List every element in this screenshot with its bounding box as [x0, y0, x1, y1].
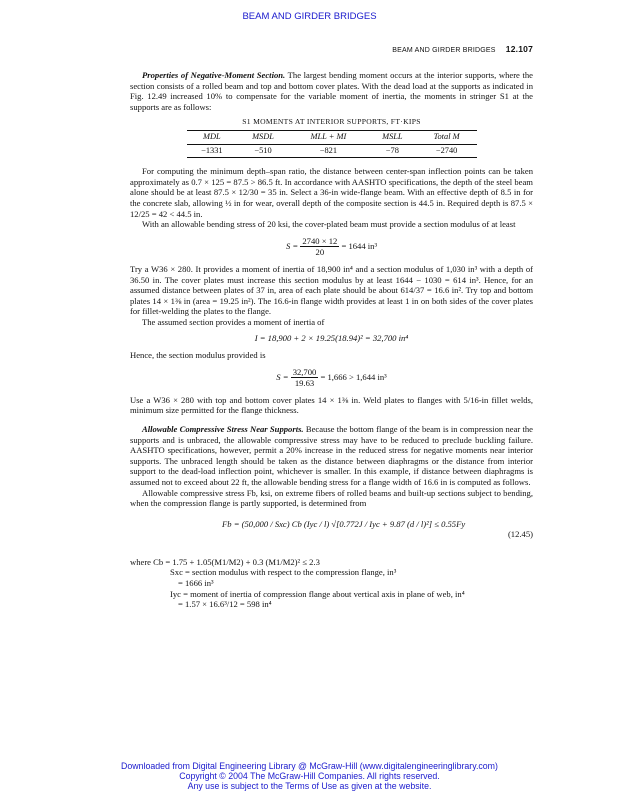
where-line: where Cb = 1.75 + 1.05(M1/M2) + 0.3 (M1/M2)² ≤ 2.3: [130, 556, 320, 567]
paragraph-try-w36: Try a W36 × 280. It provides a moment of inertia of 18,900 in⁴ and a section modulus of 1,030 in³ with a depth of 36.50 in. The cover plates must increase this section modulus by at least 1644 − 1030 = 614 in³. Hence, for an assumed distance between plates of 37 in, area of each plate should be about 614/37 = 16.6 in². Try top and bottom plates 14 × 1⅜ in (area = 19.25 in²). The 16.6-in flange width provides at least 1 in on both sides of the cover plates for fillet-welding the plates to the flange.: [130, 263, 533, 317]
table-header-row: [187, 130, 477, 144]
paragraph-hence: Hence, the section modulus provided is: [130, 350, 266, 361]
moments-table: [187, 130, 477, 158]
footer-copyright[interactable]: Copyright © 2004 The McGraw-Hill Companies. All rights reserved.: [179, 771, 440, 781]
paragraph-negative-moment: [130, 70, 533, 112]
equation-number: (12.45): [507, 528, 533, 539]
table-header-cell: MLL + MI: [289, 130, 368, 144]
equation-body: Fb = (50,000 / Sxc) Cb (Iyc / l) √[0.772J / Iyc + 9.87 (d / l)²] ≤ 0.55Fy: [222, 518, 466, 529]
running-head: [392, 44, 533, 54]
table-cell: −1331: [187, 144, 238, 158]
eq-rhs: = 1644 in³: [341, 240, 378, 251]
where-line: Sxc = section modulus with respect to the compression flange, in³: [170, 567, 397, 578]
equation-moment-of-inertia: I = 18,900 + 2 × 19.25(18.94)² = 32,700 in⁴: [254, 333, 409, 344]
eq-fraction: [300, 236, 339, 258]
equation-section-modulus-provided: [130, 367, 533, 389]
paragraph-compressive-stress: [130, 424, 533, 488]
table-header-cell: MSLL: [368, 130, 417, 144]
eq-lhs: S =: [285, 240, 299, 251]
paragraph-use-w36: Use a W36 × 280 with top and bottom cover plates 14 × 1⅜ in. Weld plates to flanges with 5/16-in fillet welds, minimum size permitted for the flange thickness.: [130, 394, 533, 416]
where-line: = 1666 in³: [178, 577, 214, 588]
paragraph-text: Because the bottom flange of the beam is in compression near the supports and is unbraced, the allowable compressive stress may have to be reduced to preclude buckling failure. AASHTO specifications, however, permit a 20% increase in the reduced stress for negative moments near interior supports. The unbraced length should be taken as the distance between diaphragms or the distance from interior support to the dead-load inflection point, whichever is smaller. In this example, if distance between diaphragms is assumed not to exceed about 22 ft, the allowable bending stress for a flange width of 16.6 in is computed as follows.: [130, 424, 533, 487]
top-library-link[interactable]: BEAM AND GIRDER BRIDGES: [242, 11, 377, 22]
paragraph-depth-span: For computing the minimum depth–span ratio, the distance between center-span inflection points can be taken approximately as 0.7 × 125 = 87.5 > 86.5 ft. In accordance with AASHTO specifications, the depth of the steel beam alone should be at least 87.5 × 12/30 = 35 in. Select a 36-in wide-flange beam. With an effective depth of 8.5 in for the concrete slab, allowing ½ in for wear, overall depth of the composite section is 44.5 in. Required depth is 87.5 × 12/25 = 42 < 44.5 in.: [130, 166, 533, 219]
equation-12-45: [130, 513, 533, 553]
table-cell: −2740: [417, 144, 477, 158]
paragraph-assumed-section: The assumed section provides a moment of inertia of: [142, 316, 325, 327]
paragraph-text: The largest bending moment occurs at the interior supports, where the section consists of a rolled beam and top and bottom cover plates. With the dead load at the supports as indicated in Fig. 12.49 increased 10% to compensate for the variable moment of inertia, the moments in stringer S1 at the supports are as follows:: [130, 70, 533, 112]
footer: [0, 761, 619, 791]
page-number: 12.107: [505, 44, 533, 54]
equation-section-modulus-required: [130, 236, 533, 258]
where-clause: [130, 557, 533, 610]
table-cell: −510: [237, 144, 289, 158]
page-body: [130, 70, 533, 610]
table-header-cell: MSDL: [237, 130, 289, 144]
eq-fraction: [291, 367, 319, 389]
eq-numerator: 32,700: [292, 366, 317, 377]
section-heading: Properties of Negative-Moment Section.: [142, 70, 286, 80]
eq-lhs: S =: [276, 371, 289, 382]
footer-download-link[interactable]: Downloaded from Digital Engineering Library @ McGraw-Hill (www.digitalengineeringlibrary.com): [121, 761, 498, 771]
footer-terms[interactable]: Any use is subject to the Terms of Use as given at the website.: [187, 781, 432, 791]
table-cell: −78: [368, 144, 417, 158]
eq-rhs: = 1,666 > 1,644 in³: [320, 371, 387, 382]
where-line: Iyc = moment of inertia of compression flange about vertical axis in plane of web, in⁴: [170, 588, 465, 599]
table-title: S1 MOMENTS AT INTERIOR SUPPORTS, FT·KIPS: [242, 117, 421, 127]
running-head-title: BEAM AND GIRDER BRIDGES: [392, 47, 496, 54]
table-header-cell: MDL: [187, 130, 238, 144]
paragraph-fb-intro: Allowable compressive stress Fb, ksi, on extreme fibers of rolled beams and built-up sections subject to bending, when the compression flange is partly supported, is determined from: [130, 487, 533, 509]
table-cell: −821: [289, 144, 368, 158]
where-line: = 1.57 × 16.6³/12 = 598 in⁴: [178, 599, 272, 610]
section-heading: Allowable Compressive Stress Near Supports.: [142, 424, 304, 435]
eq-numerator: 2740 × 12: [302, 235, 338, 246]
table-row: [187, 144, 477, 158]
paragraph-allowable-stress: With an allowable bending stress of 20 ksi, the cover-plated beam must provide a section modulus of at least: [142, 219, 516, 230]
table-header-cell: Total M: [417, 130, 477, 144]
eq-denominator: 20: [315, 247, 325, 258]
eq-denominator: 19.63: [294, 378, 315, 389]
